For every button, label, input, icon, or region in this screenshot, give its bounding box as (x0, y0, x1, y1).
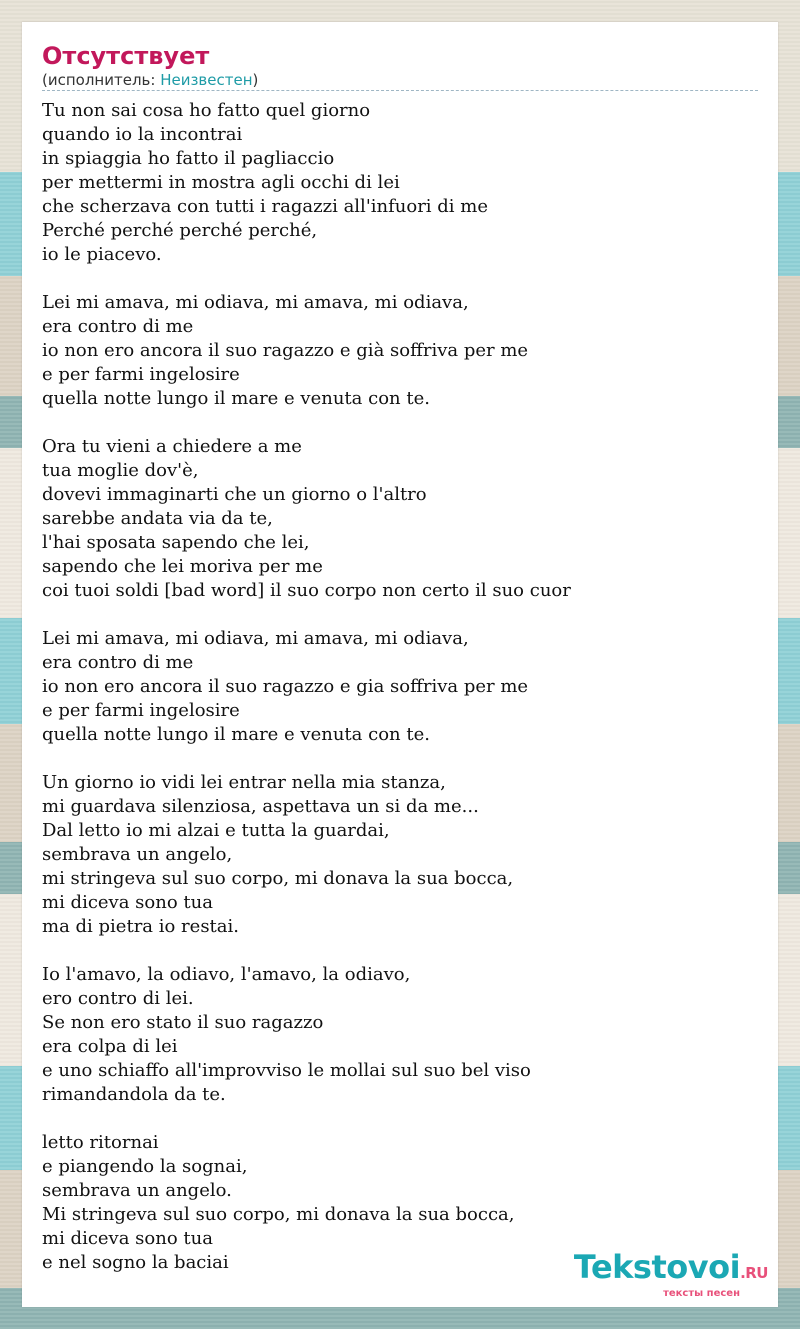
site-logo[interactable] (573, 1248, 768, 1299)
lyrics-card (22, 22, 778, 1307)
lyrics-line: quella notte lungo il mare e venuta con te. (42, 388, 430, 409)
artist-suffix: ) (252, 71, 259, 89)
lyrics-line: sapendo che lei moriva per me (42, 556, 323, 577)
lyrics-line: tua moglie dov'è, (42, 460, 199, 481)
artist-link[interactable]: Неизвестен (160, 71, 253, 89)
lyrics-stanza (42, 291, 758, 411)
lyrics-line: e uno schiaffo all'improvviso le mollai sul suo bel viso (42, 1060, 531, 1081)
song-title: Отсутствует (42, 42, 210, 70)
lyrics-line: Tu non sai cosa ho fatto quel giorno (42, 100, 371, 121)
lyrics-line: e piangendo la sognai, (42, 1156, 248, 1177)
lyrics-line: rimandandola da te. (42, 1084, 226, 1105)
lyrics-line: quella notte lungo il mare e venuta con te. (42, 724, 430, 745)
logo-name: Tekstovoi (573, 1248, 741, 1286)
logo-tagline: тексты песен (663, 1288, 740, 1299)
lyrics-line: Se non ero stato il suo ragazzo (42, 1012, 324, 1033)
lyrics-stanza (42, 963, 758, 1107)
lyrics-line: e nel sogno la baciai (42, 1252, 229, 1273)
lyrics-line: mi guardava silenziosa, aspettava un si da me... (42, 796, 479, 817)
lyrics-line: Perché perché perché perché, (42, 220, 318, 241)
lyrics-stanza (42, 435, 758, 603)
artist-line (42, 70, 758, 90)
lyrics-line: mi diceva sono tua (42, 1228, 213, 1249)
lyrics-line: Un giorno io vidi lei entrar nella mia stanza, (42, 772, 446, 793)
lyrics-line: sembrava un angelo. (42, 1180, 232, 1201)
lyrics-line: letto ritornai (42, 1132, 159, 1153)
lyrics-line: e per farmi ingelosire (42, 700, 240, 721)
lyrics-line: dovevi immaginarti che un giorno o l'altro (42, 484, 427, 505)
lyrics-line: Lei mi amava, mi odiava, mi amava, mi odiava, (42, 628, 469, 649)
lyrics-line: era contro di me (42, 316, 194, 337)
lyrics-line: in spiaggia ho fatto il pagliaccio (42, 148, 335, 169)
lyrics-line: Io l'amavo, la odiavo, l'amavo, la odiavo, (42, 964, 411, 985)
lyrics-line: mi stringeva sul suo corpo, mi donava la sua bocca, (42, 868, 514, 889)
lyrics-line: per mettermi in mostra agli occhi di lei (42, 172, 400, 193)
title-divider (42, 90, 758, 91)
lyrics-stanza (42, 771, 758, 939)
lyrics-line: io non ero ancora il suo ragazzo e gia soffriva per me (42, 676, 529, 697)
lyrics-line: sarebbe andata via da te, (42, 508, 273, 529)
lyrics-line: Ora tu vieni a chiedere a me (42, 436, 302, 457)
lyrics-body (42, 99, 758, 1275)
lyrics-line: coi tuoi soldi [bad word] il suo corpo non certo il suo cuor (42, 580, 571, 601)
lyrics-line: quando io la incontrai (42, 124, 243, 145)
lyrics-line: ma di pietra io restai. (42, 916, 239, 937)
logo-tld: .RU (740, 1264, 768, 1282)
lyrics-stanza (42, 627, 758, 747)
lyrics-line: era colpa di lei (42, 1036, 178, 1057)
lyrics-line: era contro di me (42, 652, 194, 673)
lyrics-line: Dal letto io mi alzai e tutta la guardai, (42, 820, 390, 841)
lyrics-line: e per farmi ingelosire (42, 364, 240, 385)
lyrics-stanza (42, 99, 758, 267)
lyrics-line: mi diceva sono tua (42, 892, 213, 913)
lyrics-line: Lei mi amava, mi odiava, mi amava, mi odiava, (42, 292, 469, 313)
lyrics-line: io le piacevo. (42, 244, 162, 265)
lyrics-line: io non ero ancora il suo ragazzo e già soffriva per me (42, 340, 529, 361)
lyrics-line: sembrava un angelo, (42, 844, 233, 865)
lyrics-line: Mi stringeva sul suo corpo, mi donava la sua bocca, (42, 1204, 515, 1225)
lyrics-line: ero contro di lei. (42, 988, 194, 1009)
lyrics-line: l'hai sposata sapendo che lei, (42, 532, 310, 553)
lyrics-line: che scherzava con tutti i ragazzi all'infuori di me (42, 196, 489, 217)
artist-prefix: (исполнитель: (42, 71, 161, 89)
